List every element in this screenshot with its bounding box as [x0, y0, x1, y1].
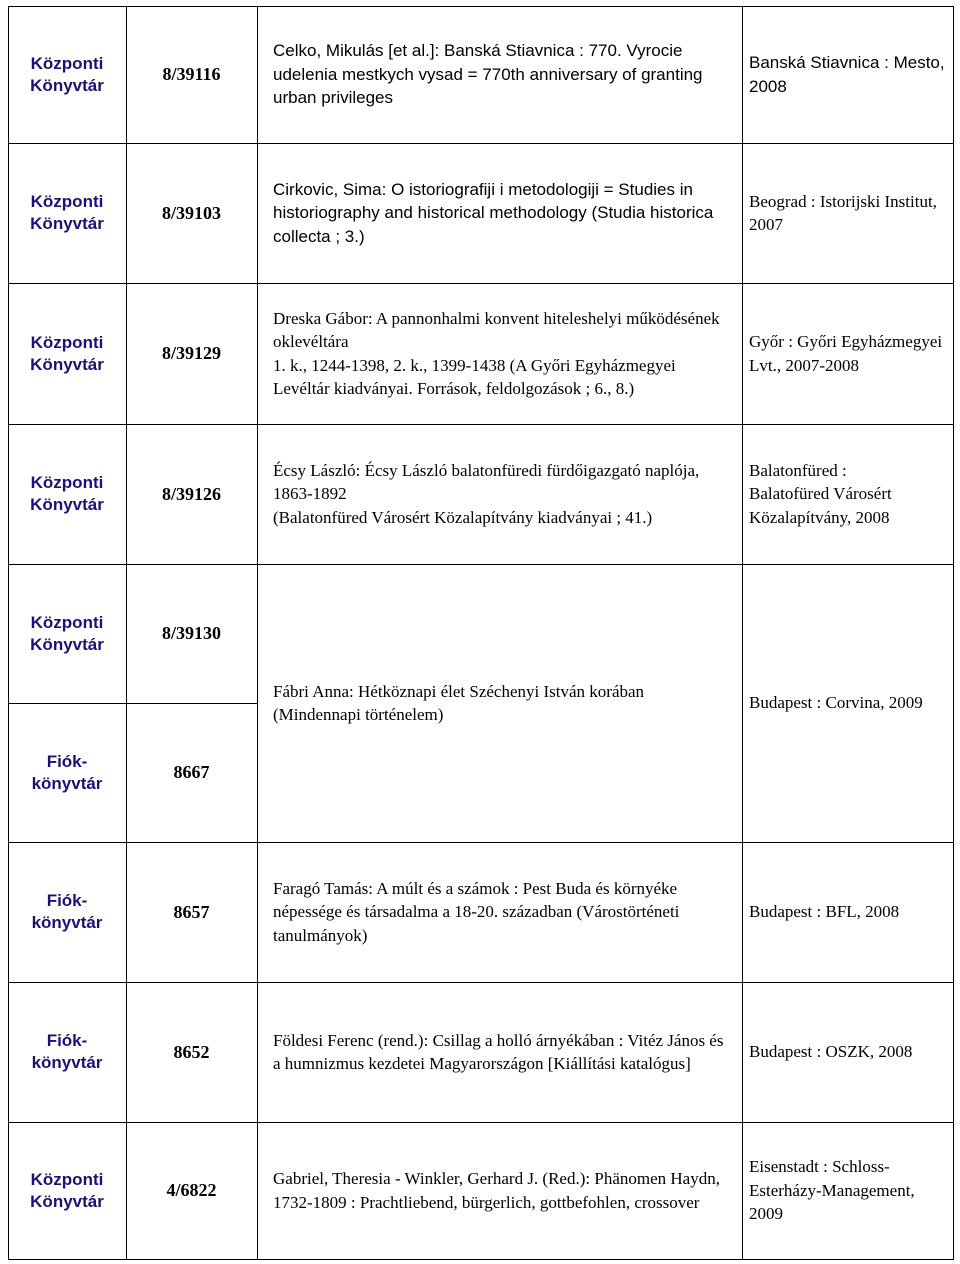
- library-cell: Fiók- könyvtár: [31, 891, 103, 932]
- title-cell: Cirkovic, Sima: O istoriografiji i metodologiji = Studies in historiography and historical methodology (Studia historica collecta ; 3.): [273, 179, 714, 246]
- table-border: [8, 1259, 954, 1260]
- library-cell: Központi Könyvtár: [30, 332, 104, 374]
- title-cell: Celko, Mikulás [et al.]: Banská Stiavnica : 770. Vyrocie udelenia mestkych vysad = 770th anniversary of granting urban privileges: [273, 41, 703, 108]
- title-cell: Földesi Ferenc (rend.): Csillag a holló árnyékában : Vitéz János és a humnizmus kezdetei Magyarországon [Kiállítási katalógus]: [273, 1030, 724, 1073]
- library-cell: Fiók- könyvtár: [31, 751, 103, 793]
- publisher-cell: Balatonfüred : Balatofüred Városért Közalapítvány, 2008: [749, 460, 892, 527]
- library-cell: Központi Könyvtár: [30, 192, 104, 233]
- title-cell: Fábri Anna: Hétköznapi élet Széchenyi István korában (Mindennapi történelem): [273, 681, 645, 724]
- publisher-cell: Eisenstadt : Schloss-Esterházy-Management, 2009: [749, 1157, 915, 1224]
- library-cell: Központi Könyvtár: [30, 1169, 104, 1211]
- call-number-cell: 8/39103: [161, 202, 221, 223]
- title-cell: Dreska Gábor: A pannonhalmi konvent hiteleshelyi működésének oklevéltára 1. k., 1244-1398, 2. k., 1399-1438 (A Győri Egyházmegyei Levéltár kiadványai. Források, feldolgozások ; 6., 8.): [273, 308, 720, 398]
- call-number-cell: 8/39130: [161, 623, 221, 643]
- call-number-cell: 8657: [173, 901, 210, 922]
- title-cell: Écsy László: Écsy László balatonfüredi fürdőigazgató naplója, 1863-1892 (Balatonfüred Városért Közalapítvány kiadványai ; 41.): [273, 460, 700, 527]
- title-cell: Gabriel, Theresia - Winkler, Gerhard J. (Red.): Phänomen Haydn, 1732-1809 : Prachtliebend, bürgerlich, gottbefohlen, crossover: [273, 1169, 720, 1212]
- call-number-cell: 8/39129: [161, 343, 221, 363]
- call-number-cell: 8652: [173, 1041, 210, 1062]
- catalog-table: [8, 6, 954, 1260]
- publisher-cell: Győr : Győri Egyházmegyei Lvt., 2007-2008: [749, 332, 943, 375]
- publisher-cell: Budapest : Corvina, 2009: [749, 693, 923, 713]
- publisher-cell: Budapest : BFL, 2008: [749, 902, 900, 922]
- library-cell: Központi Könyvtár: [30, 473, 104, 514]
- title-cell: Faragó Tamás: A múlt és a számok : Pest Buda és környéke népessége és társadalma a 18-20. században (Várostörténeti tanulmányok): [273, 878, 680, 945]
- library-cell: Fiók- könyvtár: [31, 1031, 103, 1072]
- publisher-cell: Beograd : Istorijski Institut, 2007: [749, 191, 937, 234]
- publisher-cell: Budapest : OSZK, 2008: [749, 1042, 913, 1062]
- publisher-cell: Banská Stiavnica : Mesto, 2008: [749, 53, 945, 96]
- call-number-cell: 8667: [173, 762, 210, 782]
- call-number-cell: 8/39116: [162, 64, 221, 84]
- library-cell: Központi Könyvtár: [30, 612, 104, 654]
- call-number-cell: 4/6822: [166, 1180, 217, 1200]
- library-cell: Központi Könyvtár: [30, 53, 104, 95]
- call-number-cell: 8/39126: [161, 483, 221, 504]
